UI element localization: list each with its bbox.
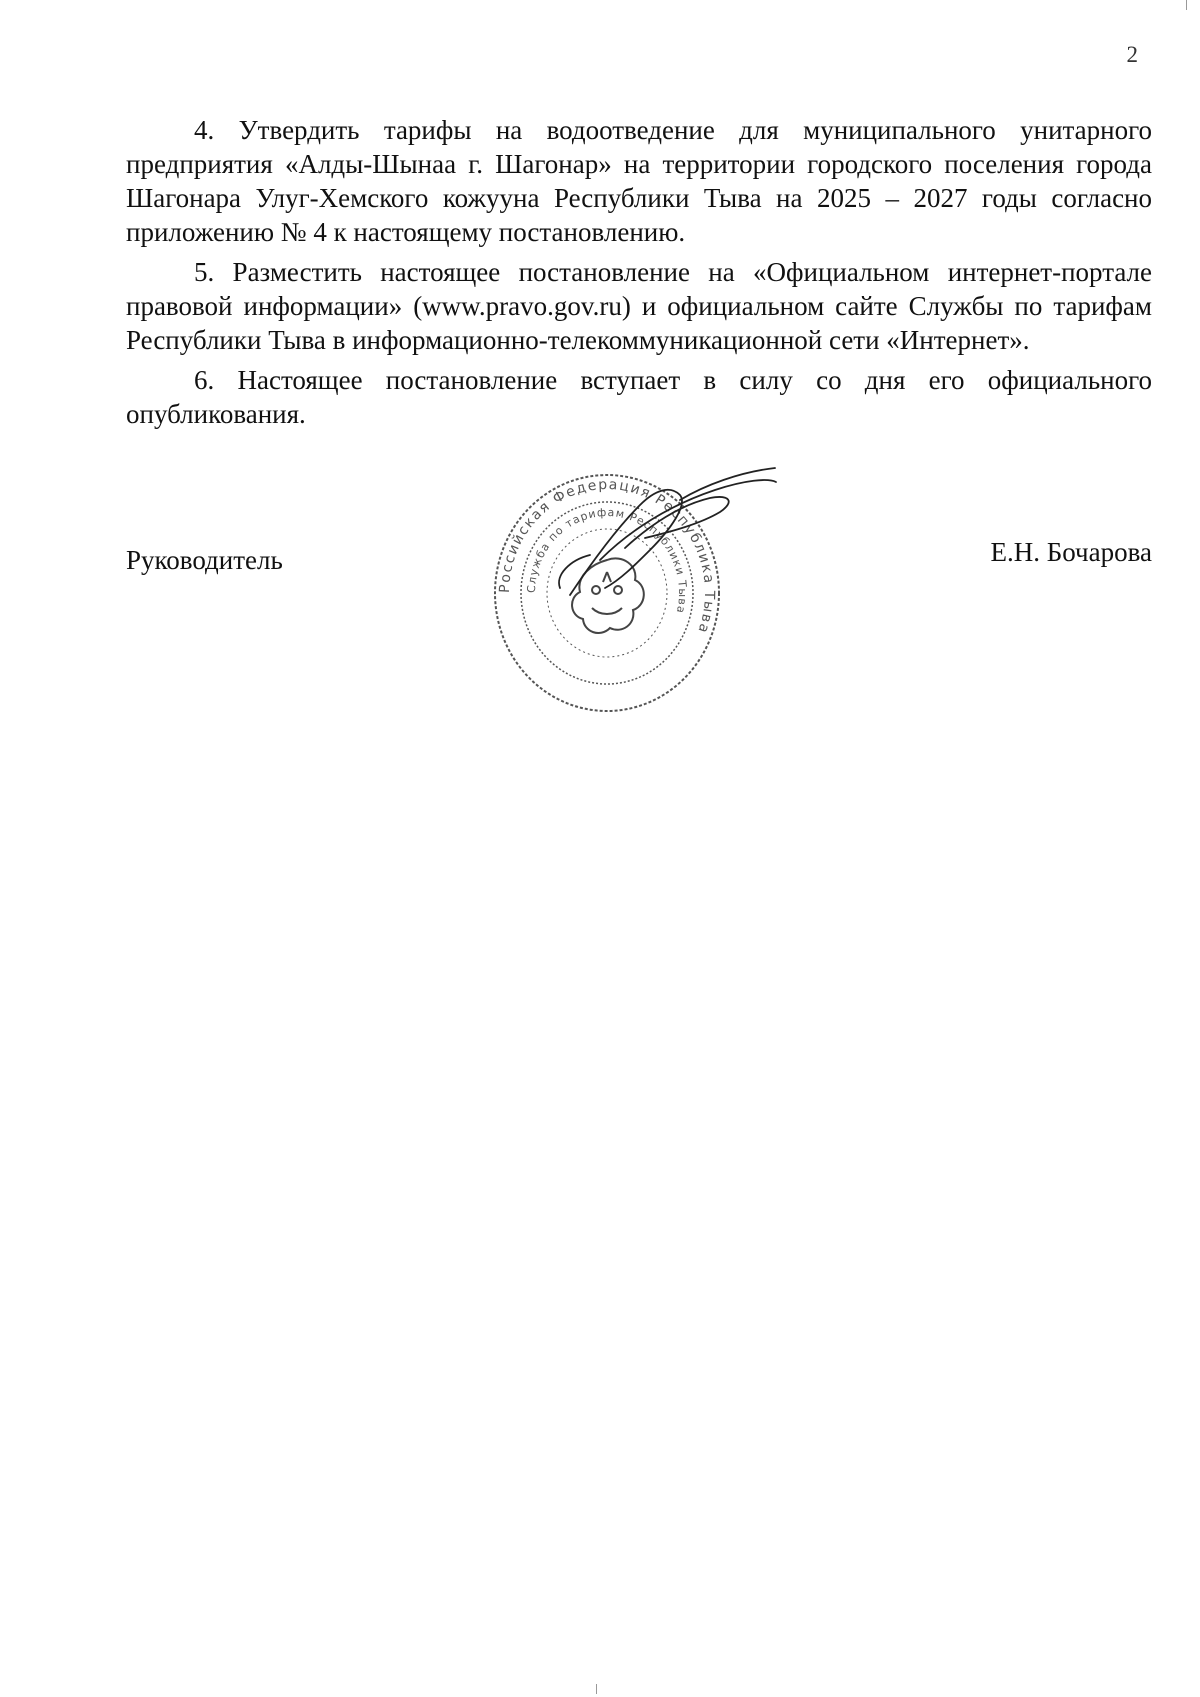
bottom-margin-tick (596, 1684, 597, 1694)
page-number: 2 (1126, 42, 1138, 67)
paragraph-4: 4. Утвердить тарифы на водоотведение для муниципального унитарного предприятия «Алды-Шынаа г. Шагонар» на территории городского поселения города Шагонара Улуг-Хемского кожууна Республики Тыва на 2025 – 2027 годы согласно приложению № 4 к настоящему постановлению. (126, 115, 1152, 247)
seal-inner-textpath: Служба по тарифам Республики Тыва (524, 505, 690, 616)
paragraph-5: 5. Разместить настоящее постановление на «Официальном интернет-портале правовой информации» (www.pravo.gov.ru) и официальном сайте Службы по тарифам Республики Тыва в информационно-телекоммуникационной сети «Интернет». (126, 257, 1152, 355)
seal-outer-textpath: Российская Федерация Республика Тыва (496, 476, 718, 637)
signatory-name: Е.Н. Бочарова (990, 537, 1152, 567)
signature-strokes (559, 468, 776, 595)
handwritten-signature (530, 460, 790, 600)
top-margin-tick (1186, 0, 1187, 10)
document-body (126, 113, 1152, 437)
signatory-title: Руководитель (126, 545, 283, 575)
paragraph-6: 6. Настоящее постановление вступает в силу со дня его официального опубликования. (126, 365, 1152, 429)
